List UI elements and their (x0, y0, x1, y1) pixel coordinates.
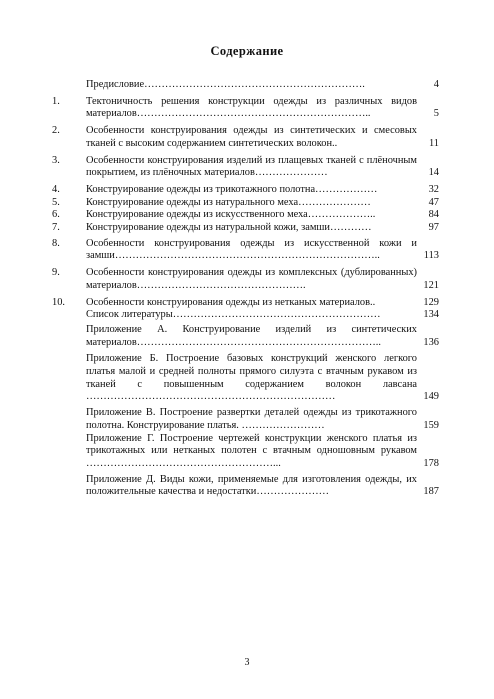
toc-entry-title: Приложение Д. Виды кожи, применяемые для изготовления одежды, их положительные качества и недостатки………………… (86, 473, 417, 498)
toc-entry[interactable] (0, 155, 494, 180)
toc-entry-page: 136 (423, 336, 439, 348)
toc-entry[interactable] (0, 96, 494, 121)
toc-entry[interactable] (0, 209, 494, 222)
toc-entry-title: Особенности конструирования одежды из синтетических и смесовых тканей с высоким содержанием синтетических волокон.. (86, 125, 417, 149)
toc-entry[interactable] (0, 407, 494, 432)
toc-entry-number: 4. (52, 183, 60, 195)
toc-entry[interactable] (0, 474, 494, 499)
toc-entry-page: 14 (428, 167, 439, 179)
page-number: 3 (244, 657, 250, 668)
toc-entry-title: Конструирование одежды из трикотажного полотна……………… (86, 183, 378, 195)
toc-entry-title: Конструирование одежды из искусственного меха……………….. (86, 209, 376, 221)
toc-entry-number: 3. (52, 154, 60, 166)
toc-entry[interactable] (0, 297, 494, 310)
toc-entry-number: 9. (52, 267, 60, 279)
toc-entry-page: 84 (428, 209, 439, 221)
toc-entry-title: Особенности конструирования изделий из плащевых тканей с плёночным покрытием, из плёночных материалов………………… (86, 154, 417, 179)
toc-entry-page: 134 (423, 309, 439, 321)
toc-entry-title: Особенности конструирования одежды из искусственной кожи и замши………………………………………………………………….. (86, 237, 417, 262)
toc-entry-title: Тектоничность решения конструкции одежды из различных видов материалов………………………………………………………….. (86, 95, 417, 120)
toc-entry[interactable] (0, 324, 494, 349)
table-of-contents (0, 79, 494, 499)
toc-entry-title: Конструирование одежды из натуральной кожи, замши………… (86, 222, 372, 234)
toc-entry-page: 4 (433, 79, 439, 90)
toc-entry-title: Предисловие………………………………………………………. (86, 79, 365, 90)
toc-entry-title: Приложение В. Построение развертки деталей одежды из трикотажного полотна. Конструирование платья. …………………… (86, 407, 417, 431)
toc-entry[interactable] (0, 79, 494, 92)
toc-entry-page: 129 (423, 296, 439, 308)
toc-entry-page: 47 (428, 196, 439, 208)
toc-entry[interactable] (0, 184, 494, 197)
toc-entry-page: 11 (428, 137, 439, 149)
toc-entry-page: 149 (423, 391, 439, 403)
toc-entry-title: Особенности конструирования одежды из комплексных (дублированных) материалов…………………………………………. (86, 267, 417, 291)
toc-entry[interactable] (0, 433, 494, 471)
toc-entry-page: 178 (423, 457, 439, 469)
toc-entry[interactable] (0, 309, 494, 322)
toc-entry-title: Особенности конструирования одежды из нетканых материалов.. (86, 296, 376, 308)
toc-entry-page: 32 (428, 183, 439, 195)
toc-entry-number: 8. (52, 237, 60, 249)
toc-entry[interactable] (0, 125, 494, 150)
toc-entry-page: 159 (423, 419, 439, 431)
toc-entry-page: 113 (423, 250, 439, 262)
toc-entry[interactable] (0, 353, 494, 404)
toc-entry-number: 10. (52, 296, 65, 308)
toc-entry-title: Конструирование одежды из натурального меха………………… (86, 196, 371, 208)
toc-entry[interactable] (0, 222, 494, 235)
toc-entry-number: 6. (52, 209, 60, 221)
toc-entry-page: 5 (433, 108, 439, 120)
toc-entry[interactable] (0, 197, 494, 210)
toc-entry-number: 1. (52, 95, 60, 107)
toc-entry-number: 2. (52, 125, 60, 137)
toc-entry-page: 97 (428, 222, 439, 234)
toc-entry-number: 7. (52, 222, 60, 234)
toc-entry[interactable] (0, 238, 494, 263)
toc-entry-number: 5. (52, 196, 60, 208)
toc-entry-page: 121 (423, 279, 439, 291)
toc-entry-title: Список литературы…………………………………………………… (86, 309, 381, 321)
page-title: Содержание (210, 44, 284, 58)
toc-entry-page: 187 (423, 486, 439, 498)
toc-entry-title: Приложение А. Конструирование изделий из синтетических материалов…………………………………………………………….. (86, 323, 417, 348)
toc-entry-title: Приложение Б. Построение базовых конструкций женского легкого платья малой и средней полноты прямого силуэта с втачным рукавом из тканей с повышенным содержанием волокон лавсана ……………………………………………………………… (86, 353, 417, 403)
toc-entry-title: Приложение Г. Построение чертежей конструкции женского платья из трикотажных или нетканых полотен с втачным одношовным рукавом ………………………………………………... (86, 432, 417, 469)
toc-entry[interactable] (0, 267, 494, 292)
